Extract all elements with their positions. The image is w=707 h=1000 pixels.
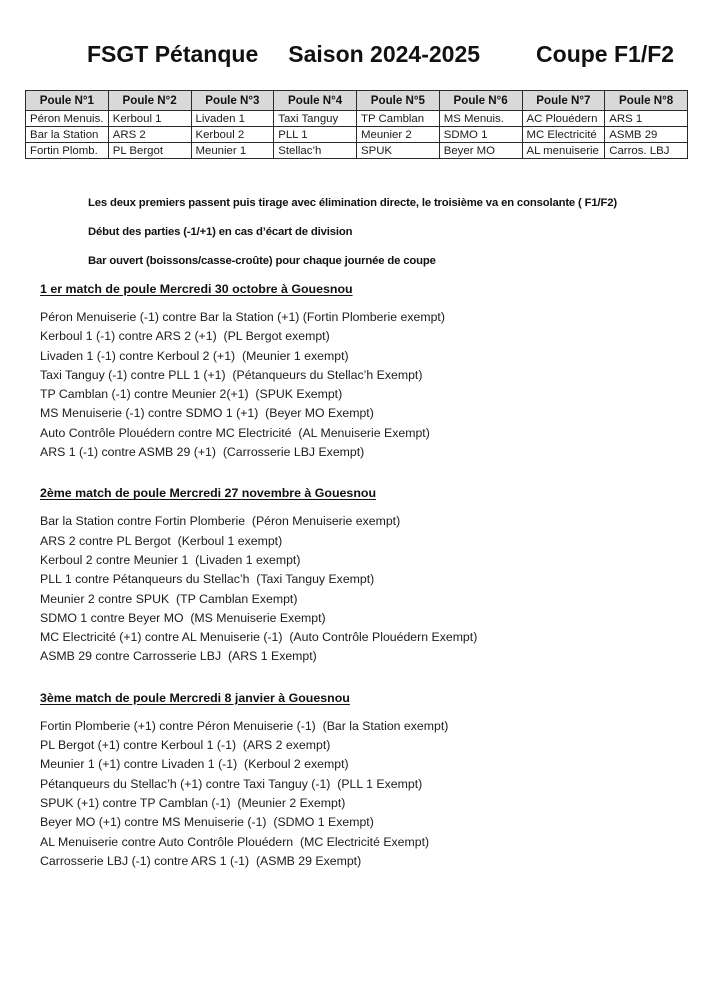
table-header-cell: Poule N°5 <box>357 91 440 111</box>
table-cell: Kerboul 2 <box>191 127 274 143</box>
table-header-cell: Poule N°3 <box>191 91 274 111</box>
table-cell: SDMO 1 <box>439 127 522 143</box>
match-sections <box>40 281 707 871</box>
match-line: ASMB 29 contre Carrosserie LBJ (ARS 1 Exempt) <box>40 649 317 664</box>
table-cell: Stellac’h <box>274 143 357 159</box>
title-season: Saison 2024-2025 <box>288 41 481 67</box>
table-cell: ARS 1 <box>605 111 688 127</box>
table-cell: AC Plouédern <box>522 111 605 127</box>
table-cell: Fortin Plomb. <box>26 143 109 159</box>
table-cell: ASMB 29 <box>605 127 688 143</box>
match-line: Meunier 1 (+1) contre Livaden 1 (-1) (Kerboul 2 exempt) <box>40 757 349 772</box>
table-cell: PLL 1 <box>274 127 357 143</box>
match-line: Bar la Station contre Fortin Plomberie (Péron Menuiserie exempt) <box>40 514 401 529</box>
table-header-cell: Poule N°4 <box>274 91 357 111</box>
table-header-cell: Poule N°7 <box>522 91 605 111</box>
note-handicap-rule: Début des parties (-1/+1) en cas d’écart de division <box>88 226 353 238</box>
table-header-row <box>26 91 688 111</box>
match-line: SDMO 1 contre Beyer MO (MS Menuiserie Exempt) <box>40 610 326 625</box>
table-cell: Beyer MO <box>439 143 522 159</box>
match-line: Beyer MO (+1) contre MS Menuiserie (-1) (SDMO 1 Exempt) <box>40 815 374 830</box>
match-line: PL Bergot (+1) contre Kerboul 1 (-1) (ARS 2 exempt) <box>40 738 331 753</box>
document-title <box>87 40 707 68</box>
match-line: Taxi Tanguy (-1) contre PLL 1 (+1) (Pétanqueurs du Stellac’h Exempt) <box>40 367 423 382</box>
table-cell: TP Camblan <box>357 111 440 127</box>
table-cell: Meunier 1 <box>191 143 274 159</box>
match-section-3 <box>40 690 707 871</box>
match-line: Fortin Plomberie (+1) contre Péron Menuiserie (-1) (Bar la Station exempt) <box>40 718 449 733</box>
table-header-cell: Poule N°6 <box>439 91 522 111</box>
table-cell: Taxi Tanguy <box>274 111 357 127</box>
match-line: Meunier 2 contre SPUK (TP Camblan Exempt) <box>40 591 298 606</box>
match-section-2 <box>40 485 707 666</box>
match-line: MC Electricité (+1) contre AL Menuiserie (-1) (Auto Contrôle Plouédern Exempt) <box>40 630 478 645</box>
rules-notes <box>88 195 707 269</box>
table-header-cell: Poule N°1 <box>26 91 109 111</box>
title-cup: Coupe F1/F2 <box>536 41 675 67</box>
table-cell: ARS 2 <box>108 127 191 143</box>
table-row <box>26 143 688 159</box>
note-bar-open: Bar ouvert (boissons/casse-croûte) pour chaque journée de coupe <box>88 255 436 267</box>
match-line: MS Menuiserie (-1) contre SDMO 1 (+1) (Beyer MO Exempt) <box>40 406 374 421</box>
match-line: TP Camblan (-1) contre Meunier 2(+1) (SPUK Exempt) <box>40 387 343 402</box>
match-line: AL Menuiserie contre Auto Contrôle Plouédern (MC Electricité Exempt) <box>40 834 430 849</box>
note-qualification-rule: Les deux premiers passent puis tirage avec élimination directe, le troisième va en consolante ( F1/F2) <box>88 197 618 209</box>
table-header-cell: Poule N°8 <box>605 91 688 111</box>
table-row <box>26 111 688 127</box>
poules-table <box>25 90 688 159</box>
match-section-1 <box>40 281 707 462</box>
match-line: Kerboul 2 contre Meunier 1 (Livaden 1 exempt) <box>40 552 301 567</box>
match-line: PLL 1 contre Pétanqueurs du Stellac’h (Taxi Tanguy Exempt) <box>40 572 375 587</box>
section-1-heading: 1 er match de poule Mercredi 30 octobre à Gouesnou <box>40 282 353 296</box>
match-line: ARS 2 contre PL Bergot (Kerboul 1 exempt) <box>40 533 283 548</box>
table-cell: SPUK <box>357 143 440 159</box>
table-cell: Carros. LBJ <box>605 143 688 159</box>
table-cell: MC Electricité <box>522 127 605 143</box>
table-cell: AL menuiserie <box>522 143 605 159</box>
match-line: Péron Menuiserie (-1) contre Bar la Station (+1) (Fortin Plomberie exempt) <box>40 310 445 324</box>
table-cell: Meunier 2 <box>357 127 440 143</box>
title-fsgt: FSGT Pétanque <box>87 41 259 67</box>
table-cell: Bar la Station <box>26 127 109 143</box>
match-line: Pétanqueurs du Stellac’h (+1) contre Taxi Tanguy (-1) (PLL 1 Exempt) <box>40 776 423 791</box>
table-header-cell: Poule N°2 <box>108 91 191 111</box>
table-cell: MS Menuis. <box>439 111 522 127</box>
match-line: SPUK (+1) contre TP Camblan (-1) (Meunier 2 Exempt) <box>40 795 346 810</box>
match-line: Carrosserie LBJ (-1) contre ARS 1 (-1) (ASMB 29 Exempt) <box>40 853 362 868</box>
section-2-heading: 2ème match de poule Mercredi 27 novembre à Gouesnou <box>40 486 377 501</box>
table-row <box>26 127 688 143</box>
match-line: Livaden 1 (-1) contre Kerboul 2 (+1) (Meunier 1 exempt) <box>40 348 349 363</box>
table-cell: Livaden 1 <box>191 111 274 127</box>
table-cell: Péron Menuis. <box>26 111 109 127</box>
match-line: Auto Contrôle Plouédern contre MC Electricité (AL Menuiserie Exempt) <box>40 425 430 440</box>
section-3-heading: 3ème match de poule Mercredi 8 janvier à Gouesnou <box>40 690 350 705</box>
match-line: Kerboul 1 (-1) contre ARS 2 (+1) (PL Bergot exempt) <box>40 329 330 344</box>
table-cell: Kerboul 1 <box>108 111 191 127</box>
table-cell: PL Bergot <box>108 143 191 159</box>
match-line: ARS 1 (-1) contre ASMB 29 (+1) (Carrosserie LBJ Exempt) <box>40 445 365 460</box>
